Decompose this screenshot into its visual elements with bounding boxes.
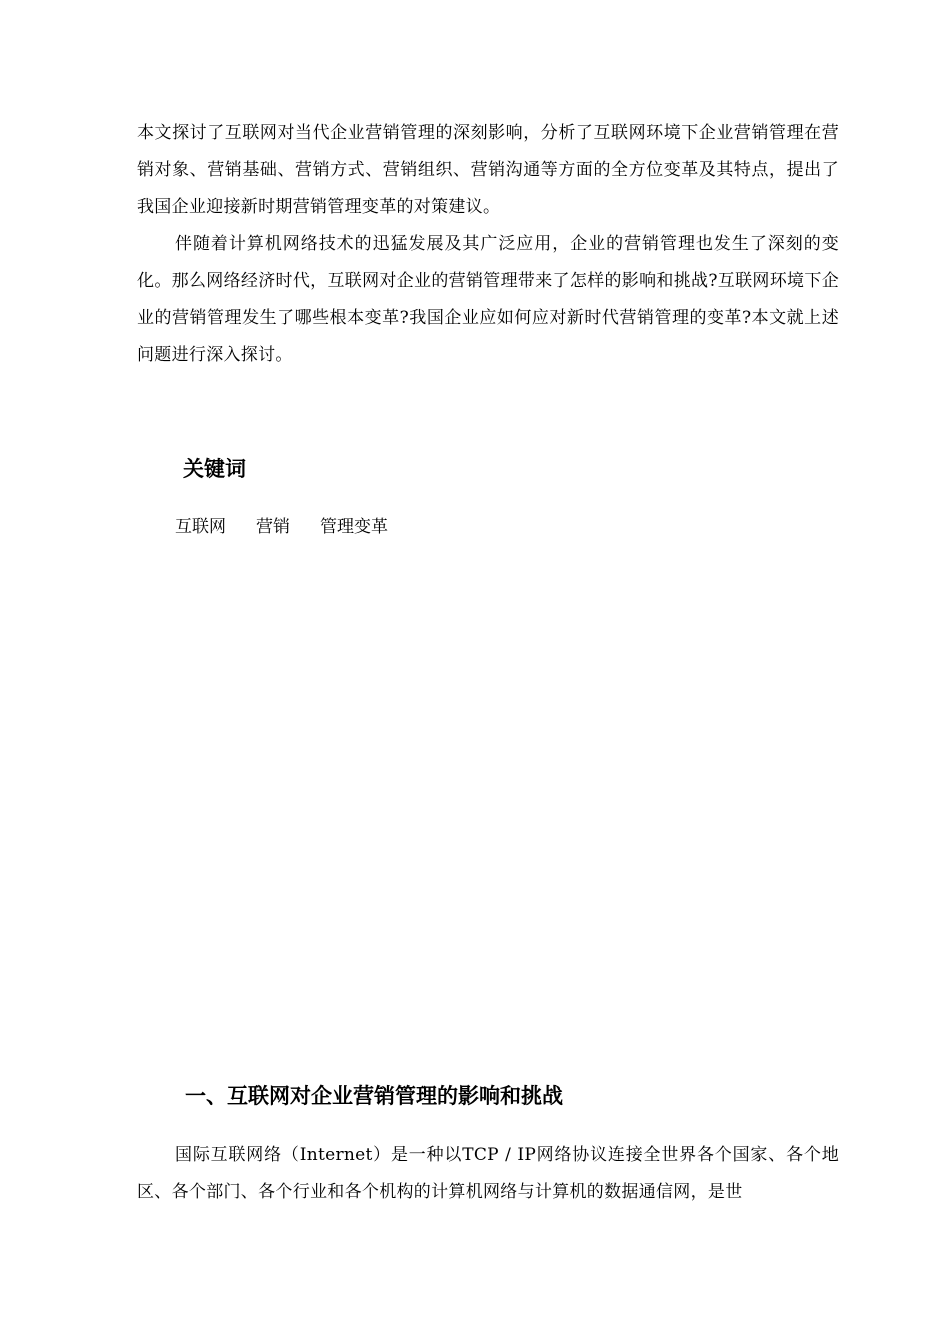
section-heading: 一、互联网对企业营销管理的影响和挑战 (185, 1084, 563, 1108)
keywords-heading: 关键词 (183, 457, 246, 481)
abstract-paragraph-1: 本文探讨了互联网对当代企业营销管理的深刻影响，分析了互联网环境下企业营销管理在营销对象、营销基础、营销方式、营销组织、营销沟通等方面的全方位变革及其特点，提出了我国企业迎接新时期营销管理变革的对策建议。 (137, 123, 839, 217)
keywords-list (175, 512, 388, 542)
keyword-item: 互联网 (175, 517, 226, 537)
section-paragraph: 国际互联网络（Internet）是一种以TCP / IP网络协议连接全世界各个国家、各个地区、各个部门、各个行业和各个机构的计算机网络与计算机的数据通信网，是世 (137, 1145, 839, 1202)
keyword-item: 管理变革 (320, 517, 388, 537)
abstract-paragraph-2: 伴随着计算机网络技术的迅猛发展及其广泛应用，企业的营销管理也发生了深刻的变化。那么网络经济时代，互联网对企业的营销管理带来了怎样的影响和挑战?互联网环境下企业的营销管理发生了哪些根本变革?我国企业应如何应对新时代营销管理的变革?本文就上述问题进行深入探讨。 (137, 234, 839, 365)
keyword-item: 营销 (256, 517, 290, 537)
